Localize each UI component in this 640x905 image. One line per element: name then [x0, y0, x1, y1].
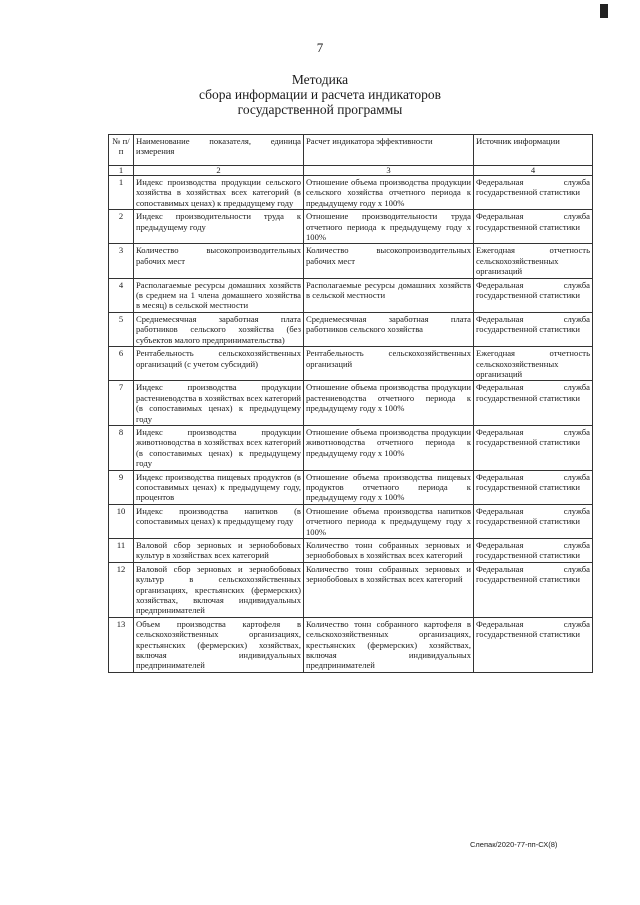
information-source: Ежегодная отчетность сельскохозяйственных организаций — [474, 244, 593, 278]
table-row — [109, 347, 593, 381]
information-source: Федеральная служба государственной статистики — [474, 278, 593, 312]
indicator-name: Индекс производства продукции животноводства в хозяйствах всех категорий (в сопоставимых ценах) к предыдущему году — [134, 425, 304, 470]
indicator-name: Рентабельность сельскохозяйственных организаций (с учетом субсидий) — [134, 347, 304, 381]
indicators-table — [108, 134, 593, 673]
column-number: 1 — [109, 166, 134, 176]
indicator-name: Валовой сбор зерновых и зернобобовых культур в хозяйствах всех категорий — [134, 539, 304, 563]
indicator-calculation: Количество высокопроизводительных рабочих мест — [304, 244, 474, 278]
row-number: 7 — [109, 381, 134, 426]
indicator-calculation: Среднемесячная заработная плата работников сельского хозяйства — [304, 312, 474, 346]
document-title — [0, 72, 640, 117]
table-row — [109, 381, 593, 426]
page-number: 7 — [316, 40, 324, 55]
information-source: Федеральная служба государственной статистики — [474, 381, 593, 426]
indicator-name: Объем производства картофеля в сельскохозяйственных организациях, крестьянских (фермерских) хозяйствах, включая индивидуальных предпринимателей — [134, 617, 304, 672]
indicator-name: Индекс производства пищевых продуктов (в сопоставимых ценах) к предыдущему году, процентов — [134, 470, 304, 504]
information-source: Федеральная служба государственной статистики — [474, 312, 593, 346]
indicator-name: Среднемесячная заработная плата работников сельского хозяйства (без субъектов малого предпринимательства) — [134, 312, 304, 346]
table-row — [109, 425, 593, 470]
information-source: Федеральная служба государственной статистики — [474, 425, 593, 470]
row-number: 9 — [109, 470, 134, 504]
row-number: 10 — [109, 504, 134, 538]
indicator-calculation: Располагаемые ресурсы домашних хозяйств в сельской местности — [304, 278, 474, 312]
indicator-calculation: Отношение объема производства продукции растениеводства отчетного периода к предыдущему году х 100% — [304, 381, 474, 426]
table-row — [109, 470, 593, 504]
information-source: Ежегодная отчетность сельскохозяйственных организаций — [474, 347, 593, 381]
table-row — [109, 562, 593, 617]
indicator-calculation: Отношение объема производства продукции животноводства отчетного периода к предыдущему году х 100% — [304, 425, 474, 470]
column-number-row — [109, 166, 593, 176]
indicator-name: Индекс производства продукции сельского хозяйства в хозяйствах всех категорий (в сопоставимых ценах) к предыдущему году — [134, 176, 304, 210]
table-row — [109, 312, 593, 346]
indicator-calculation: Рентабельность сельскохозяйственных организаций — [304, 347, 474, 381]
table-row — [109, 504, 593, 538]
indicator-name: Количество высокопроизводительных рабочих мест — [134, 244, 304, 278]
indicator-calculation: Отношение производительности труда отчетного периода к предыдущему году х 100% — [304, 210, 474, 244]
row-number: 5 — [109, 312, 134, 346]
information-source: Федеральная служба государственной статистики — [474, 176, 593, 210]
column-number: 4 — [474, 166, 593, 176]
scan-mark — [600, 4, 608, 18]
indicator-name: Располагаемые ресурсы домашних хозяйств (в среднем на 1 члена домашнего хозяйства в месяц) в сельской местности — [134, 278, 304, 312]
row-number: 4 — [109, 278, 134, 312]
header-num: № п/п — [109, 135, 134, 166]
indicator-name: Валовой сбор зерновых и зернобобовых культур в сельскохозяйственных организациях, крестьянских (фермерских) хозяйствах, включая индивидуальных предпринимателей — [134, 562, 304, 617]
indicator-name: Индекс производительности труда к предыдущему году — [134, 210, 304, 244]
header-name: Наименование показателя, единица измерения — [134, 135, 304, 166]
title-line-1: Методика — [291, 72, 349, 87]
table-row — [109, 176, 593, 210]
indicator-calculation: Отношение объема производства напитков отчетного периода к предыдущему году х 100% — [304, 504, 474, 538]
information-source: Федеральная служба государственной статистики — [474, 504, 593, 538]
row-number: 8 — [109, 425, 134, 470]
row-number: 12 — [109, 562, 134, 617]
indicator-calculation: Количество тонн собранных зерновых и зернобобовых в хозяйствах всех категорий — [304, 539, 474, 563]
row-number: 2 — [109, 210, 134, 244]
column-number: 2 — [134, 166, 304, 176]
title-line-2: сбора информации и расчета индикаторов — [198, 87, 442, 102]
header-calc: Расчет индикатора эффективности — [304, 135, 474, 166]
information-source: Федеральная служба государственной статистики — [474, 617, 593, 672]
table-row — [109, 539, 593, 563]
table-row — [109, 617, 593, 672]
indicator-calculation: Количество тонн собранного картофеля в сельскохозяйственных организациях, крестьянских (фермерских) хозяйствах, включая индивидуальных предпринимателей — [304, 617, 474, 672]
header-source: Источник информации — [474, 135, 593, 166]
row-number: 6 — [109, 347, 134, 381]
footer-reference: Слепак/2020-77-пп-СХ(8) — [470, 840, 558, 849]
table-row — [109, 278, 593, 312]
row-number: 3 — [109, 244, 134, 278]
row-number: 11 — [109, 539, 134, 563]
indicator-name: Индекс производства напитков (в сопоставимых ценах) к предыдущему году — [134, 504, 304, 538]
title-line-3: государственной программы — [237, 102, 403, 117]
indicator-calculation: Отношение объема производства пищевых продуктов отчетного периода к предыдущему году х 100% — [304, 470, 474, 504]
row-number: 1 — [109, 176, 134, 210]
information-source: Федеральная служба государственной статистики — [474, 539, 593, 563]
indicator-calculation: Отношение объема производства продукции сельского хозяйства отчетного периода к предыдущему году х 100% — [304, 176, 474, 210]
table-row — [109, 244, 593, 278]
information-source: Федеральная служба государственной статистики — [474, 470, 593, 504]
indicator-name: Индекс производства продукции растениеводства в хозяйствах всех категорий (в сопоставимых ценах) к предыдущему году — [134, 381, 304, 426]
information-source: Федеральная служба государственной статистики — [474, 210, 593, 244]
indicator-calculation: Количество тонн собранных зерновых и зернобобовых в хозяйствах всех категорий — [304, 562, 474, 617]
column-number: 3 — [304, 166, 474, 176]
table-header-row — [109, 135, 593, 166]
row-number: 13 — [109, 617, 134, 672]
information-source: Федеральная служба государственной статистики — [474, 562, 593, 617]
table-row — [109, 210, 593, 244]
